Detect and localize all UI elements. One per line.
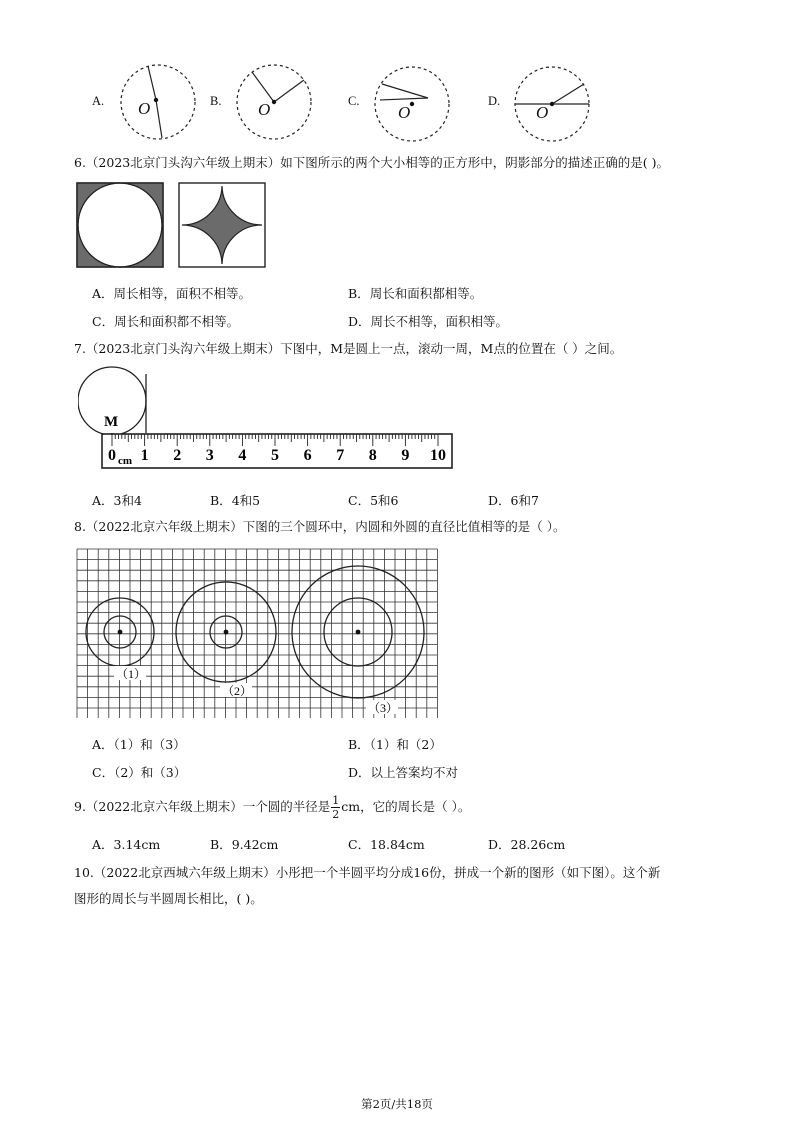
ring-3-label: （3） [368, 701, 399, 715]
ruler-tick-label: 8 [368, 447, 377, 464]
q7-option-a-label: A． [92, 493, 114, 508]
q9-option-c-text: 18.84cm [370, 837, 425, 852]
q7-option-b-text: 4和5 [231, 493, 261, 508]
ruler-tick-label: 7 [336, 447, 345, 464]
q5-option-c-label[interactable]: C. [348, 94, 360, 108]
q8-grid-figure [76, 548, 442, 718]
q8-option-c-text: （2）和（3） [114, 765, 187, 780]
q6-square-left [76, 182, 168, 270]
q6-option-b[interactable] [348, 284, 482, 302]
q7-point-m-label: M [104, 414, 119, 430]
ruler-tick-label: 6 [303, 447, 312, 464]
ruler-tick-label: 1 [140, 447, 149, 464]
q5-option-b-label[interactable]: B. [210, 94, 222, 108]
q7-option-c-label: C． [348, 493, 371, 508]
q7-option-d-label: D． [488, 493, 511, 508]
ruler-tick-label: 10 [430, 447, 446, 464]
q9-text-before: 9.（2022北京六年级上期末）一个圆的半径是 [74, 799, 331, 814]
q8-option-a-text: （1）和（3） [113, 737, 186, 752]
q7-ruler-figure [78, 364, 458, 474]
q7-unit-label: cm [118, 455, 133, 467]
q7-option-c[interactable] [348, 491, 398, 509]
ruler-tick-label: 3 [205, 447, 214, 464]
ruler-tick-label: 5 [271, 447, 279, 464]
q8-option-d[interactable] [348, 763, 458, 781]
q8-option-a-label: A． [92, 737, 114, 752]
q8-option-a[interactable] [92, 735, 186, 753]
q6-option-c-label: C． [92, 314, 115, 329]
ring-2-label: （2） [222, 684, 253, 698]
q6-question: 6.（2023北京门头沟六年级上期末）如下图所示的两个大小相等的正方形中，阴影部分的描述正确的是( )。 [74, 155, 669, 170]
q5-figure-a-center-label: O [138, 99, 151, 118]
q6-square-right [178, 182, 270, 270]
q6-option-c[interactable] [92, 312, 239, 330]
q8-option-d-text: 以上答案均不对 [370, 765, 459, 780]
q7-option-b-label: B． [210, 493, 232, 508]
q9-fraction-denominator: 2 [332, 808, 340, 821]
q5-option-a-label[interactable]: A. [92, 94, 105, 108]
q7-option-a[interactable] [92, 491, 142, 509]
q7-option-d-text: 6和7 [510, 493, 539, 508]
q9-option-b[interactable] [210, 835, 278, 853]
q9-option-c[interactable] [348, 835, 425, 853]
q5-option-d-label[interactable]: D. [488, 94, 501, 108]
q6-option-b-text: 周长和面积都相等。 [369, 286, 483, 301]
q6-option-a-label: A． [92, 286, 114, 301]
q5-figure-b-center-label: O [258, 100, 271, 119]
q9-option-a-label: A． [92, 837, 114, 852]
q6-option-d[interactable] [348, 312, 508, 330]
q9-option-c-label: C． [348, 837, 371, 852]
ruler-tick-label: 9 [401, 447, 410, 464]
q10-question-line-2: 图形的周长与半圆周长相比，( )。 [74, 891, 263, 906]
q7-option-c-text: 5和6 [370, 493, 399, 508]
q8-option-b[interactable] [348, 735, 442, 753]
q7-option-a-text: 3和4 [113, 493, 142, 508]
q6-option-a-text: 周长相等，面积不相等。 [113, 286, 252, 301]
q7-question: 7.（2023北京门头沟六年级上期末）下图中，M是圆上一点，滚动一周，M点的位置在（ ）之间。 [74, 341, 623, 356]
q9-option-d[interactable] [488, 835, 565, 853]
q6-option-a[interactable] [92, 284, 251, 302]
q9-option-d-text: 28.26cm [510, 837, 566, 852]
q7-option-b[interactable] [210, 491, 260, 509]
q5-figure-c [372, 64, 452, 144]
q9-option-d-label: D． [488, 837, 511, 852]
ruler-tick-label: 2 [173, 447, 182, 464]
q8-question: 8.（2022北京六年级上期末）下图的三个圆环中，内圆和外圆的直径比值相等的是（ ）。 [74, 519, 566, 534]
q6-option-c-text: 周长和面积都不相等。 [114, 314, 240, 329]
q8-option-b-text: （1）和（2） [369, 737, 442, 752]
ring-1-label: （1） [116, 667, 147, 681]
q9-question [74, 795, 470, 820]
q5-figure-a [118, 62, 198, 142]
q5-figure-b [234, 62, 314, 142]
q6-option-d-label: D． [348, 314, 371, 329]
q9-option-a-text: 3.14cm [113, 837, 161, 852]
ruler-tick-label: 4 [238, 447, 247, 464]
q9-text-after: cm，它的周长是（ ）。 [341, 799, 471, 814]
q5-figure-c-center-label: O [398, 103, 411, 122]
q9-option-b-label: B． [210, 837, 232, 852]
q6-option-d-text: 周长不相等，面积相等。 [370, 314, 509, 329]
ruler-tick-label: 0 [108, 447, 116, 464]
q8-option-c-label: C． [92, 765, 115, 780]
q9-option-b-text: 9.42cm [231, 837, 279, 852]
q5-figure-d-center-label: O [536, 103, 549, 122]
q6-option-b-label: B． [348, 286, 370, 301]
q8-option-c[interactable] [92, 763, 186, 781]
page-footer: 第2页/共18页 [361, 1097, 433, 1111]
q5-figure-d [512, 64, 592, 144]
q8-option-b-label: B． [348, 737, 370, 752]
q10-question-line-1: 10.（2022北京西城六年级上期末）小彤把一个半圆平均分成16份，拼成一个新的图形（如下图）。这个新 [74, 865, 661, 880]
q9-fraction-numerator: 1 [332, 794, 340, 807]
q7-option-d[interactable] [488, 491, 539, 509]
q8-option-d-label: D． [348, 765, 371, 780]
q9-option-a[interactable] [92, 835, 160, 853]
q9-fraction [331, 795, 340, 820]
